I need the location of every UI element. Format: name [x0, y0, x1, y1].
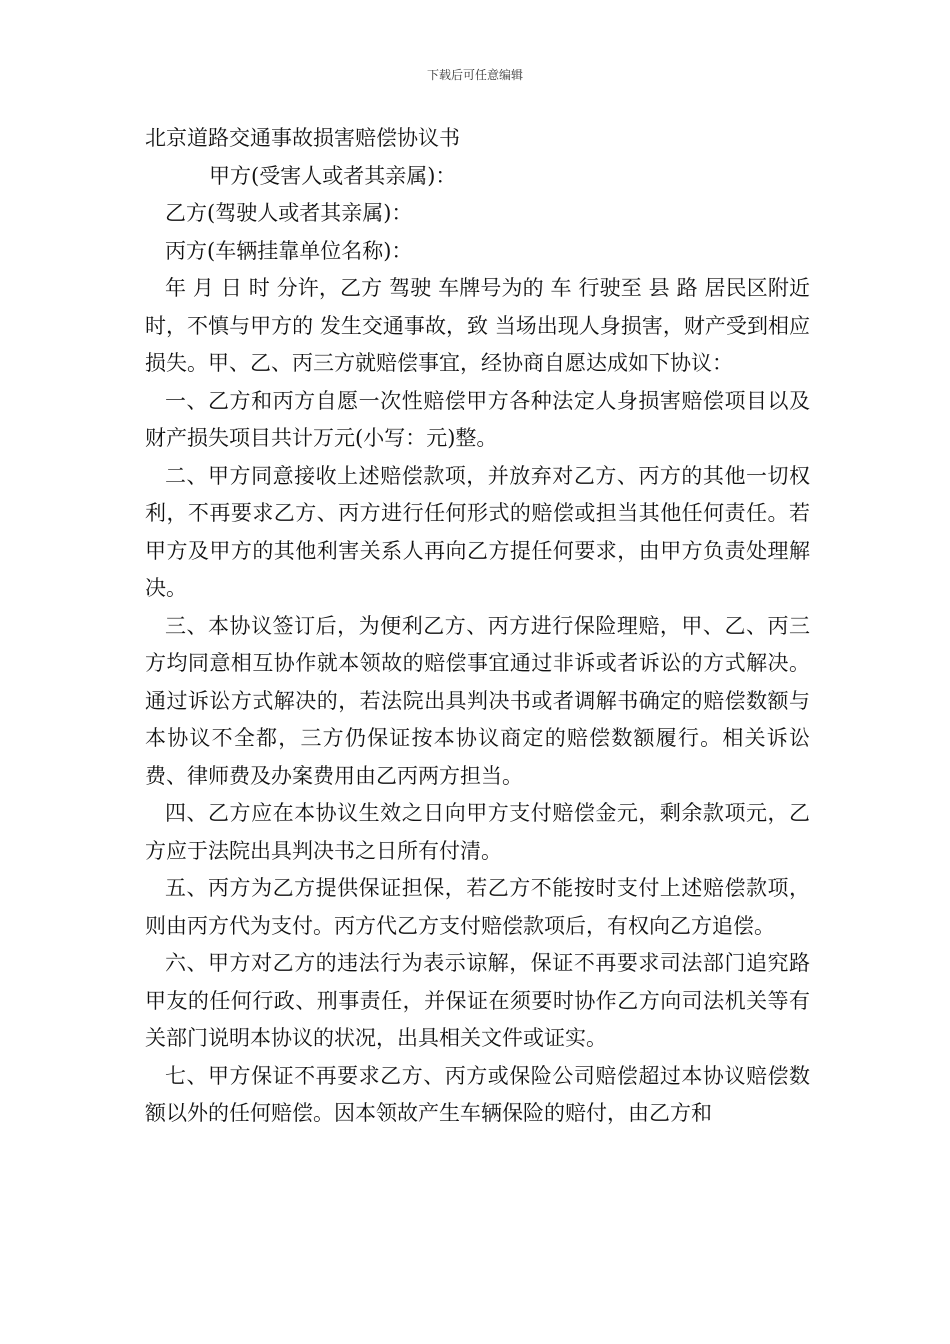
- paragraph-intro: 年 月 日 时 分许，乙方 驾驶 车牌号为的 车 行驶至 县 路 居民区附近时，不慎与甲方的 发生交通事故，致 当场出现人身损害，财产受到相应损失。甲、乙、丙三方就赔偿事宜，经协商自愿达成如下协议：: [145, 276, 810, 375]
- paragraph-clause-5: 五、丙方为乙方提供保证担保，若乙方不能按时支付上述赔偿款项，则由丙方代为支付。丙方代乙方支付赔偿款项后，有权向乙方追偿。: [145, 876, 810, 938]
- paragraph-clause-6: 六、甲方对乙方的违法行为表示谅解，保证不再要求司法部门追究路甲友的任何行政、刑事责任，并保证在须要时协作乙方向司法机关等有关部门说明本协议的状况，出具相关文件或证实。: [145, 951, 810, 1050]
- paragraph-clause-3: 三、本协议签订后，为便利乙方、丙方进行保险理赔，甲、乙、丙三方均同意相互协作就本领故的赔偿事宜通过非诉或者诉讼的方式解决。通过诉讼方式解决的，若法院出具判决书或者调解书确定的赔偿数额与本协议不全都，三方仍保证按本协议商定的赔偿数额履行。相关诉讼费、律师费及办案费用由乙丙两方担当。: [145, 613, 810, 788]
- paragraph-clause-7: 七、甲方保证不再要求乙方、丙方或保险公司赔偿超过本协议赔偿数额以外的任何赔偿。因本领故产生车辆保险的赔付，由乙方和: [145, 1063, 810, 1125]
- paragraph-clause-2: 二、甲方同意接收上述赔偿款项，并放弃对乙方、丙方的其他一切权利，不再要求乙方、丙方进行任何形式的赔偿或担当其他任何责任。若甲方及甲方的其他利害关系人再向乙方提任何要求，由甲方负责处理解决。: [145, 463, 810, 600]
- party-c-line: 丙方(车辆挂靠单位名称)：: [165, 238, 413, 263]
- paragraph-clause-4: 四、乙方应在本协议生效之日向甲方支付赔偿金元，剩余款项元，乙方应于法院出具判决书之日所有付清。: [145, 801, 810, 863]
- header-note: 下载后可任意编辑: [426, 68, 523, 82]
- paragraph-clause-1: 一、乙方和丙方自愿一次性赔偿甲方各种法定人身损害赔偿项目以及财产损失项目共计万元(小写：元)整。: [145, 388, 810, 450]
- party-b-line: 乙方(驾驶人或者其亲属)：: [165, 201, 413, 225]
- party-a-line: 甲方(受害人或者其亲属)：: [209, 163, 457, 188]
- document-body: [145, 120, 810, 1133]
- document-title: 北京道路交通事故损害赔偿协议书: [145, 126, 460, 150]
